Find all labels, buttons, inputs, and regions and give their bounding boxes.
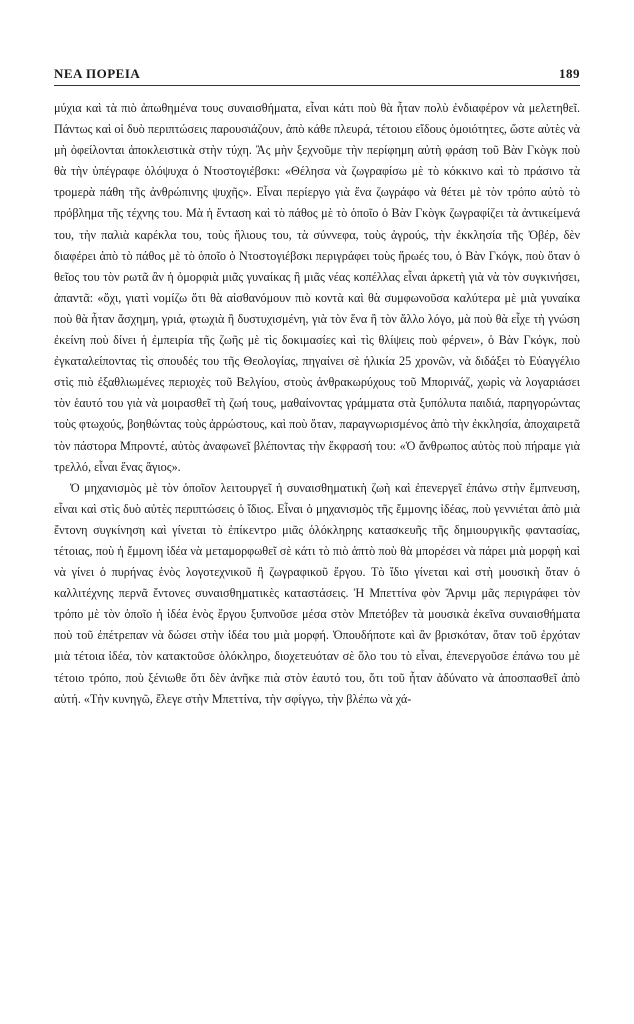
paragraph-1: μύχια καὶ τὰ πιὸ ἀπωθημένα τους συναισθήματα, εἶναι κάτι ποὺ θὰ ἦταν πολὺ ἐνδιαφέρον νὰ μελετηθεῖ. Πάντως καὶ οἱ δυὸ περιπτώσεις παρουσιάζουν, ἀπὸ κάθε πλευρά, τέτοιου εἴδους ὁμοιότητες, ὥστε αὐτὲς νὰ μὴ ὀφείλονται ἀποκλειστικὰ στὴν τύχη. Ἂς μὴν ξεχνοῦμε τὴν περίφημη αὐτὴ φράση τοῦ Βὰν Γκὸγκ ποὺ θὰ τὴν ὑπέγραφε ὁλόψυχα ὁ Ντοστογιέβσκι: «Θέλησα νὰ ζωγραφίσω μὲ τὸ κόκκινο καὶ τὸ πράσινο τὰ τρομερὰ πάθη τῆς ἀνθρώπινης ψυχῆς». Εἶναι περίεργο γιὰ ἕνα ζωγράφο νὰ θέτει μὲ τὸν τρόπο αὐτὸ τὸ πρόβλημα τῆς τέχνης του. Μὰ ἡ ἔνταση καὶ τὸ πάθος μὲ τὸ ὁποῖο ὁ Βὰν Γκὸγκ ζωγραφίζει τὰ ἀντικείμενά του, τὴν παλιὰ καρέκλα του, τοὺς ἥλιους του, τὰ σύννεφα, τοὺς ἀγρούς, τὴν ἐκκλησία τῆς Ὀβέρ, δὲν διαφέρει ἀπὸ τὸ πάθος μὲ τὸ ὁποῖο ὁ Ντοστογιέβσκι περιγράφει τοὺς ἥρωές του, ὁ Βὰν Γκόγκ, ποὺ ὅταν ὁ θεῖος του τὸν ρωτᾶ ἂν ἡ ὀμορφιὰ μιᾶς γυναίκας ἢ μιᾶς νέας κοπέλλας εἶναι ἀρκετὴ γιὰ νὰ τὸν συγκινήσει, ἀπαντᾶ: «ὄχι, γιατὶ νομίζω ὅτι θὰ αἰσθανόμουν πιὸ κοντὰ καὶ θὰ συμφωνοῦσα καλύτερα μὲ μιὰ γυναίκα ποὺ θὰ ἦταν ἄσχημη, γριά, φτωχιὰ ἢ δυστυχισμένη, γιὰ τὸν ἕνα ἢ τὸν ἄλλο λόγο, μὰ ποὺ θὰ εἶχε τὴ γνώση ἐκείνη ποὺ δίνει ἡ ἐμπειρία τῆς ζωῆς μὲ τὶς δοκιμασίες καὶ τὶς θλίψεις ποὺ φέρνει», ὁ Βὰν Γκόγκ, ποὺ ἐγκαταλείποντας τὶς σπουδές του τῆς Θεολογίας, πηγαίνει σὲ ἡλικία 25 χρονῶν, νὰ διδάξει τὸ Εὐαγγέλιο στὶς πιὸ ἐξαθλιωμένες περιοχὲς τοῦ Βελγίου, στοὺς ἀνθρακωρύχους τοῦ Μπορινάζ, χωρὶς νὰ λογαριάσει τὸν ἑαυτό του γιὰ νὰ μοιρασθεῖ τὴ ζωή τους, μαθαίνοντας γράμματα στὰ ξυπόλυτα παιδιά, παρηγορώντας τοὺς φτωχούς, βοηθώντας τοὺς ἀρρώστους, καὶ ποὺ ὅταν, παραγνωρισμένος ἀπὸ τὴν ἐκκλησία, ἀποχαιρετᾶ τὸν πάστορα Μπροντέ, αὐτὸς ἀναφωνεῖ βλέποντας τὴν ἔκφρασή του: «Ὁ ἄνθρωπος αὐτὸς ποὺ πήραμε γιὰ τρελλό, εἶναι ἕνας ἅγιος». bbox=[54, 101, 580, 474]
document-page bbox=[54, 66, 580, 710]
journal-title: ΝΕΑ ΠΟΡΕΙΑ bbox=[54, 66, 141, 81]
paragraph-2: Ὁ μηχανισμὸς μὲ τὸν ὁποῖον λειτουργεῖ ἡ συναισθηματικὴ ζωὴ καὶ ἐπενεργεῖ ἐπάνω στὴν ἔμπνευση, εἶναι καὶ στὶς δυὸ αὐτὲς περιπτώσεις ὁ ἴδιος. Εἶναι ὁ μηχανισμὸς τῆς ἔμμονης ἰδέας, ποὺ γεννιέται ἀπὸ μιὰ ἔντονη συγκίνηση καὶ γίνεται τὸ ἐπίκεντρο μιᾶς ὁλόκληρης κατασκευῆς τῆς δημιουργικῆς φαντασίας, τέτοιας, ποὺ ἡ ἔμμονη ἰδέα νὰ μεταμορφωθεῖ σὲ κάτι τὸ πιὸ ἁπτὸ ποὺ θὰ μπορέσει νὰ πάρει μιὰ μορφὴ καὶ νὰ γίνει ὁ πυρήνας ἑνὸς λογοτεχνικοῦ ἢ ζωγραφικοῦ ἔργου. Τὸ ἴδιο γίνεται καὶ στὴ μουσικὴ ὅταν ὁ καλλιτέχνης περνᾶ ἔντονες συναισθηματικὲς καταστάσεις. Ἡ Μπεττίνα φὸν Ἄρνιμ μᾶς περιγράφει τὸν τρόπο μὲ τὸν ὁποῖο ἡ ἰδέα ἑνὸς ἔργου ξυπνοῦσε μέσα στὸν Μπετόβεν τὰ μουσικὰ ἐκεῖνα συναισθήματα ποὺ τοῦ ἐπέτρεπαν νὰ δώσει στὴν ἰδέα του μιὰ μορφή. Ὁπουδήποτε καὶ ἂν βρισκόταν, ὅταν τοῦ ἐρχόταν μιὰ τέτοια ἰδέα, τὸν κατακτοῦσε ὁλόκληρο, διοχετευόταν σὲ ὅλο του τὸ εἶναι, ἐπενεργοῦσε ἐπάνω του μὲ τέτοιο τρόπο, ποὺ ξένιωθε ὅτι δὲν ἀνῆκε πιὰ στὸν ἑαυτό του, ὅτι τοῦ ἦταν ἀδύνατο νὰ ἀποσπασθεῖ ἀπὸ αὐτή. «Τὴν κυνηγῶ, ἔλεγε στὴν Μπεττίνα, τὴν σφίγγω, τὴν βλέπω νὰ χά- bbox=[54, 480, 580, 706]
page-number: 189 bbox=[559, 66, 580, 81]
running-head bbox=[54, 66, 580, 86]
